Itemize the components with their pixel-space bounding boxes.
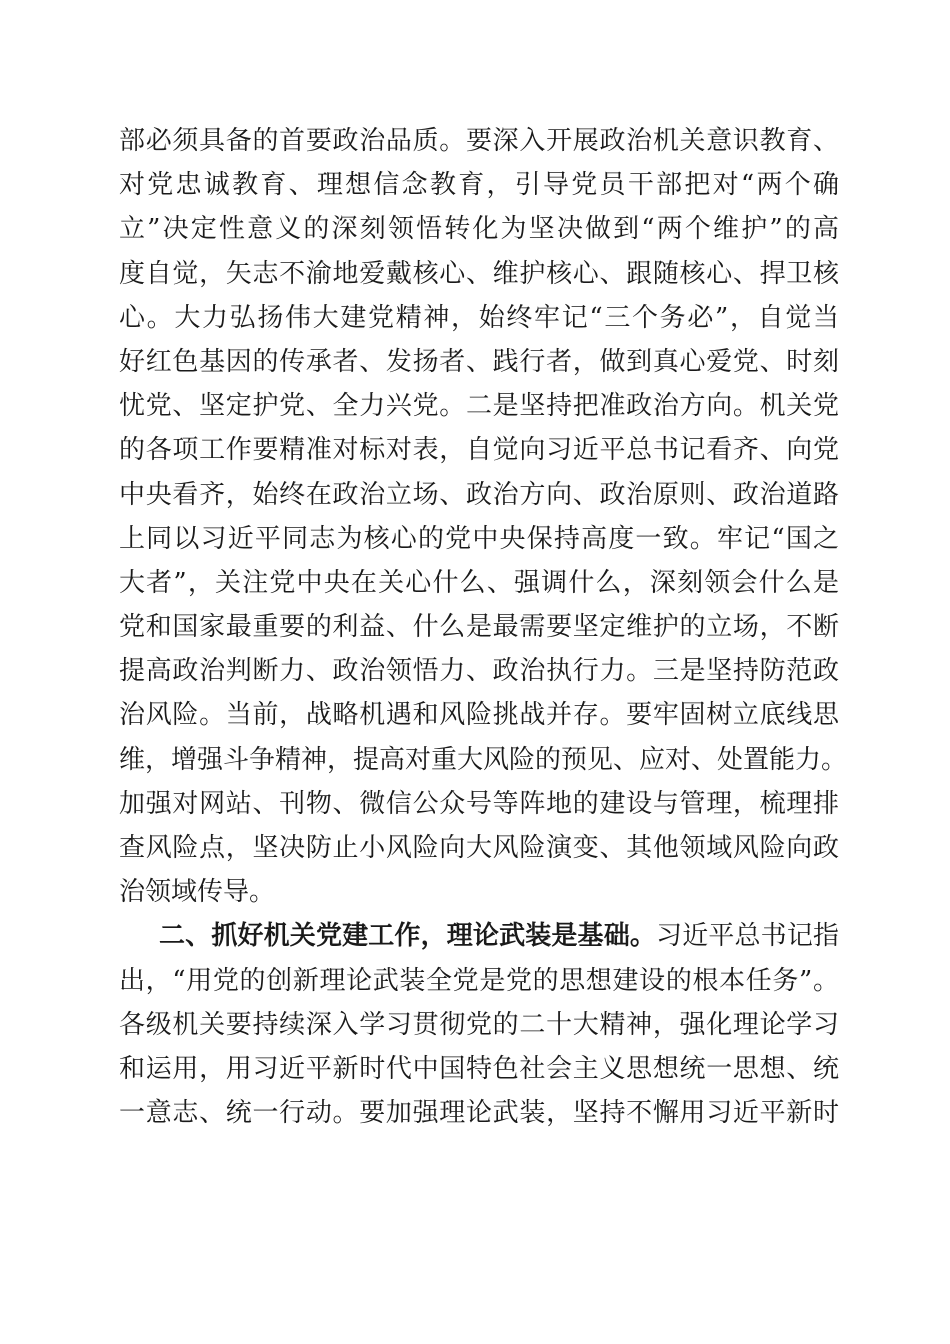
paragraph-line: 维，增强斗争精神，提高对重大风险的预见、应对、处置能力。 <box>119 744 848 775</box>
paragraph-line: 忧党、坚定护党、全力兴党。二是坚持把准政治方向。机关党 <box>119 391 839 422</box>
section-first-line <box>119 914 839 958</box>
paragraph-line: 大者”，关注党中央在关心什么、强调什么，深刻领会什么是 <box>119 567 839 598</box>
paragraph-line: 度自觉，矢志不渝地爱戴核心、维护核心、跟随核心、捍卫核 <box>119 258 839 289</box>
paragraph-line: 对党忠诚教育、理想信念教育，引导党员干部把对“两个确 <box>119 170 839 201</box>
paragraph-line: 和运用，用习近平新时代中国特色社会主义思想统一思想、统 <box>119 1053 839 1084</box>
paragraph-line: 上同以习近平同志为核心的党中央保持高度一致。牢记“国之 <box>119 523 839 554</box>
document-body <box>119 119 848 1135</box>
paragraph-line: 加强对网站、刊物、微信公众号等阵地的建设与管理，梳理排 <box>119 788 839 819</box>
section-first-line-text: 习近平总书记指 <box>656 921 839 952</box>
paragraph-line: 心。大力弘扬伟大建党精神，始终牢记“三个务必”，自觉当 <box>119 302 839 333</box>
paragraph-line: 提高政治判断力、政治领悟力、政治执行力。三是坚持防范政 <box>119 656 839 687</box>
paragraph-line: 各级机关要持续深入学习贯彻党的二十大精神，强化理论学习 <box>119 1009 839 1040</box>
paragraph-line: 出，“用党的创新理论武装全党是党的思想建设的根本任务”。 <box>119 965 839 996</box>
paragraph-line: 治领域传导。 <box>119 877 276 908</box>
paragraph-line: 立”决定性意义的深刻领悟转化为坚决做到“两个维护”的高 <box>119 214 839 245</box>
paragraph-line: 中央看齐，始终在政治立场、政治方向、政治原则、政治道路 <box>119 479 839 510</box>
paragraph-line: 治风险。当前，战略机遇和风险挑战并存。要牢固树立底线思 <box>119 700 839 731</box>
section-heading: 二、抓好机关党建工作，理论武装是基础。 <box>159 921 657 952</box>
paragraph-line: 的各项工作要精准对标对表，自觉向习近平总书记看齐、向党 <box>119 435 839 466</box>
paragraph-2 <box>119 914 839 1135</box>
paragraph-line: 部必须具备的首要政治品质。要深入开展政治机关意识教育、 <box>119 126 839 156</box>
paragraph-line: 一意志、统一行动。要加强理论武装，坚持不懈用习近平新时 <box>119 1098 839 1129</box>
paragraph-1 <box>119 119 848 914</box>
paragraph-line: 好红色基因的传承者、发扬者、践行者，做到真心爱党、时刻 <box>119 346 839 377</box>
paragraph-line: 党和国家最重要的利益、什么是最需要坚定维护的立场，不断 <box>119 612 839 643</box>
paragraph-line: 查风险点，坚决防止小风险向大风险演变、其他领域风险向政 <box>119 833 839 863</box>
